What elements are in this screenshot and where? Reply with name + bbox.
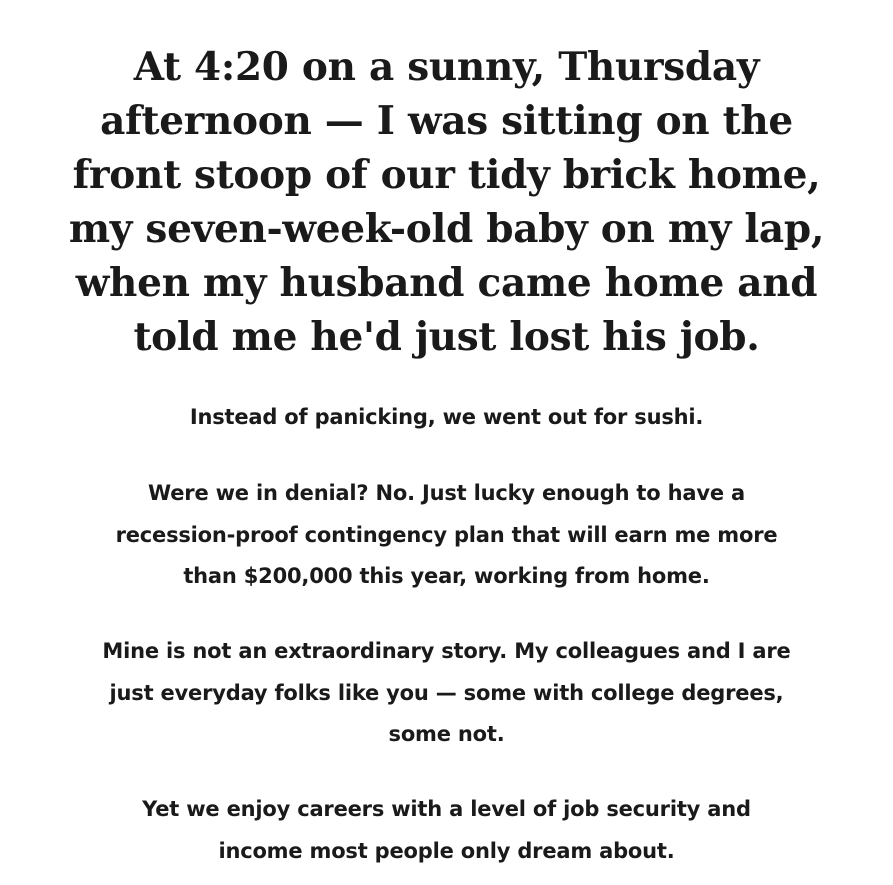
article-paragraph-3: Mine is not an extraordinary story. My colleagues and I are just everyday folks like you — some with college degrees, some not. bbox=[102, 639, 791, 746]
article-paragraph-1: Instead of panicking, we went out for sushi. bbox=[189, 405, 704, 429]
article-headline: At 4:20 on a sunny, Thursday afternoon — I was sitting on the front stoop of our tidy brick home, my seven-week-old baby on my lap, when my husband came home and told me he'd just lost his job. bbox=[68, 44, 825, 360]
article-paragraph-2: Were we in denial? No. Just lucky enough to have a recession-proof contingency plan that will earn me more than $200,000 this year, working from home. bbox=[115, 481, 778, 588]
article-paragraph-4: Yet we enjoy careers with a level of job security and income most people only dream about. bbox=[142, 797, 751, 863]
